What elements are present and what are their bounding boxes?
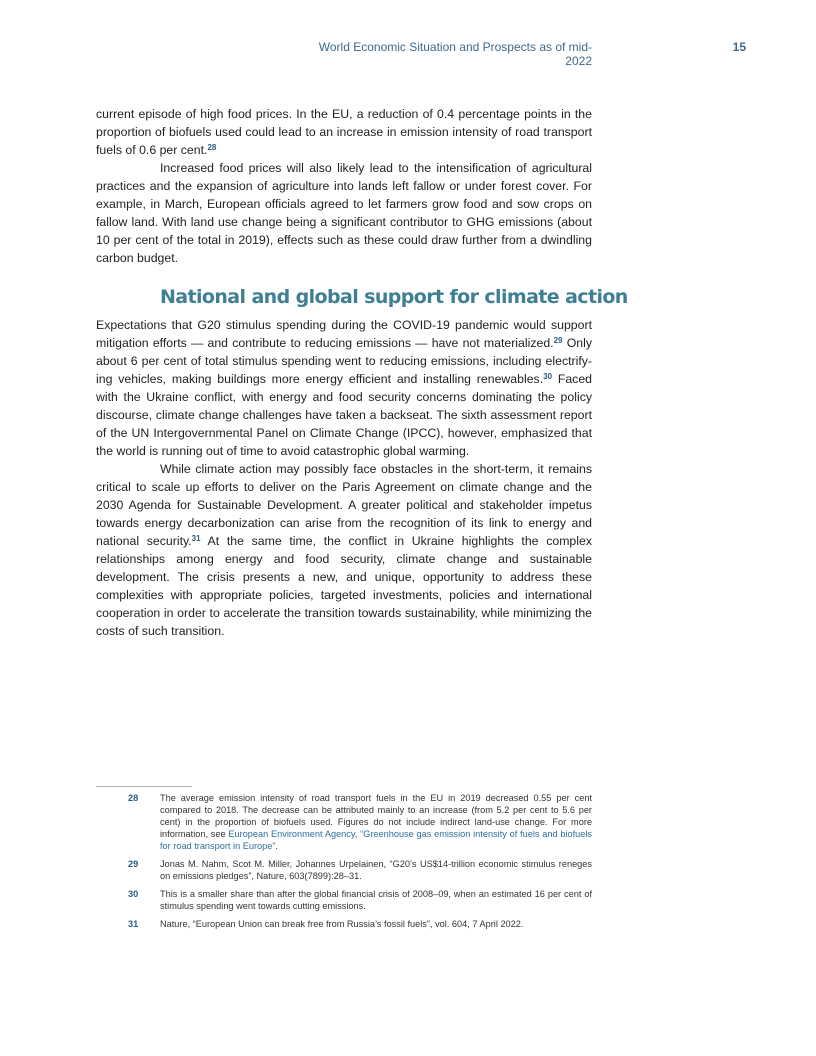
footnote-text-tail: . [275,841,278,851]
footnotes [96,792,592,936]
footnote-divider [96,786,192,787]
footnote-text [160,792,592,852]
paragraph [96,316,592,460]
paragraph-text: Expectations that G20 stimulus spending during the COVID-19 pandemic would support mitigation efforts — and contribute to reducing emissions — have not materialized. [96,318,592,350]
footnote-text: This is a smaller share than after the global financial crisis of 2008–09, when an estimated 16 per cent of stimulus spending went towards cutting emissions. [160,889,592,911]
footnote-number: 29 [128,859,139,869]
running-header: World Economic Situation and Prospects as of mid-2022 [318,40,592,68]
footnote-31 [96,918,592,930]
footnote-text: Nature, “European Union can break free from Russia’s fossil fuels”, vol. 604, 7 April 2022. [160,919,524,929]
footnote-text-body: The average emission intensity of road transport fuels in the EU in 2019 decreased 0.55 per cent compared to 2018. The decrease can be attributed mainly to an increase (from 5.2 per cent to 5.6 per cent) in the proportion of biofuels used. Figures do not include indirect land-use change. For more information, see [160,793,592,839]
footnote-30 [96,888,592,912]
paragraph-text: Only about 6 per cent of total stimulus spending went to reducing emissions, including electrify-ing vehicles, making buildings more energy efficient and installing renewables. [96,336,592,386]
paragraph-text: current episode of high food prices. In the EU, a reduction of 0.4 percentage points in the proportion of biofuels used could lead to an increase in emission intensity of road transport fuels of 0.6 per cent. [96,107,592,157]
footnote-ref-30[interactable]: 30 [543,372,553,381]
page-number: 15 [732,40,746,54]
footnote-number: 30 [128,889,139,899]
footnote-number: 28 [128,793,139,803]
intro-text [96,105,592,267]
footnote-28 [96,792,592,852]
footnote-ref-31[interactable]: 31 [191,534,201,543]
paragraph [96,105,592,159]
section-text [96,316,592,640]
paragraph-text: Faced with the Ukraine conflict, with energy and food security concerns dominating the policy discourse, climate change challenges have taken a backseat. The sixth assessment report of the UN Intergovernmental Panel on Climate Change (IPCC), however, emphasized that the world is running out of time to avoid catastrophic global warming. [96,372,593,458]
footnote-29 [96,858,592,882]
paragraph-text: While climate action may possibly face obstacles in the short-term, it remains critical to scale up efforts to deliver on the Paris Agreement on climate change and the 2030 Agenda for Sustainable Development. A greater political and stakeholder impetus towards energy decarbonization can arise from the recognition of its link to energy and national security. [96,462,592,548]
footnote-link[interactable]: European Environment Agency, “Greenhouse gas emission intensity of fuels and biofuels for road transport in Europe” [160,829,593,851]
paragraph: Increased food prices will also likely lead to the intensification of agricultural practices and the expansion of agriculture into lands left fallow or under forest cover. For example, in March, European officials agreed to let farmers grow food and sow crops on fallow land. With land use change being a significant contributor to GHG emissions (about 10 per cent of the total in 2019), effects such as these could draw further from a dwindling carbon budget. [96,161,592,265]
footnote-ref-29[interactable]: 29 [553,336,563,345]
footnote-number: 31 [128,919,139,929]
footnote-ref-28[interactable]: 28 [207,143,217,152]
paragraph [96,460,592,640]
section-heading: National and global support for climate action [160,286,628,308]
paragraph-text: At the same time, the conflict in Ukraine highlights the complex relationships among energy and food security, climate change and sustainable development. The crisis presents a new, and unique, opportunity to address these complexities with appropriate policies, targeted investments, policies and international cooperation in order to accelerate the transition towards sustainability, while minimizing the costs of such transition. [96,534,592,638]
footnote-text: Jonas M. Nahm, Scot M. Miller, Johannes Urpelainen, “G20’s US$14-trillion economic stimulus reneges on emissions pledges”, Nature, 603(7899):28–31. [160,859,592,881]
